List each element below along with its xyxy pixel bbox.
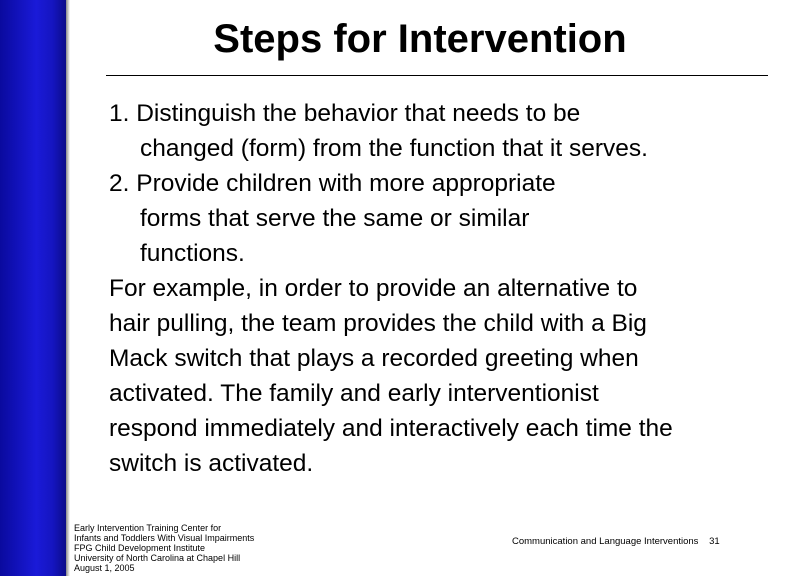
left-accent-bar	[0, 0, 66, 576]
left-bar-shadow	[66, 0, 70, 576]
body-line: respond immediately and interactively each time the	[109, 415, 673, 442]
page-number: 31	[709, 536, 720, 547]
footer-credit-line: University of North Carolina at Chapel Hill	[74, 553, 241, 563]
body-line: 1. Distinguish the behavior that needs to be	[109, 100, 581, 127]
footer-presentation-name: Communication and Language Interventions	[512, 536, 699, 547]
body-line: activated. The family and early interventionist	[109, 380, 599, 407]
footer-credit-line: FPG Child Development Institute	[74, 543, 206, 553]
footer-presentation-title	[512, 536, 720, 548]
body-line: changed (form) from the function that it serves.	[140, 135, 648, 162]
footer-credit-line: August 1, 2005	[74, 563, 135, 573]
body-line: Mack switch that plays a recorded greeting when	[109, 345, 639, 372]
body-line: For example, in order to provide an alternative to	[109, 275, 638, 302]
footer-credit-line: Early Intervention Training Center for	[74, 523, 222, 533]
title-divider	[106, 75, 768, 76]
body-line: functions.	[140, 240, 245, 267]
slide-title: Steps for Intervention	[213, 17, 627, 61]
footer-credits	[74, 523, 254, 573]
body-line: forms that serve the same or similar	[140, 205, 530, 232]
body-line: switch is activated.	[109, 450, 314, 477]
body-line: 2. Provide children with more appropriate	[109, 170, 556, 197]
footer-credit-line: Infants and Toddlers With Visual Impairments	[74, 533, 255, 543]
slide-body	[109, 96, 779, 481]
body-line: hair pulling, the team provides the child with a Big	[109, 310, 647, 337]
